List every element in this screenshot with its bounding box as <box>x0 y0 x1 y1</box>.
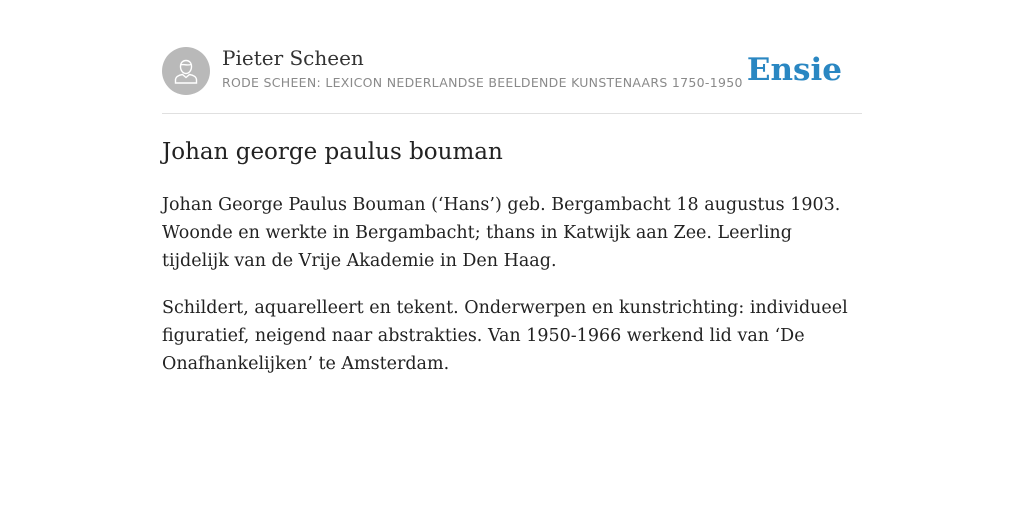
source-label[interactable]: RODE SCHEEN: LEXICON NEDERLANDSE BEELDENDE KUNSTENAARS 1750-1950 <box>222 75 743 90</box>
article-title: Johan george paulus bouman <box>162 139 503 165</box>
user-icon <box>171 56 201 86</box>
ensie-logo[interactable]: Ensie <box>746 52 842 88</box>
author-avatar[interactable] <box>162 47 210 95</box>
author-name[interactable]: Pieter Scheen <box>222 46 364 70</box>
header <box>162 0 862 114</box>
article <box>162 136 862 378</box>
article-paragraph: Schildert, aquarelleert en tekent. Onderwerpen en kunstrichting: individueel figuratief, neigend naar abstrakties. Van 1950-1966 werkend lid van ‘De Onafhankelijken’ te Amsterdam. <box>162 298 848 374</box>
article-paragraph: Johan George Paulus Bouman (‘Hans’) geb. Bergambacht 18 augustus 1903. Woonde en werkte in Bergambacht; thans in Katwijk aan Zee. Leerling tijdelijk van de Vrije Akademie in Den Haag. <box>162 195 841 271</box>
